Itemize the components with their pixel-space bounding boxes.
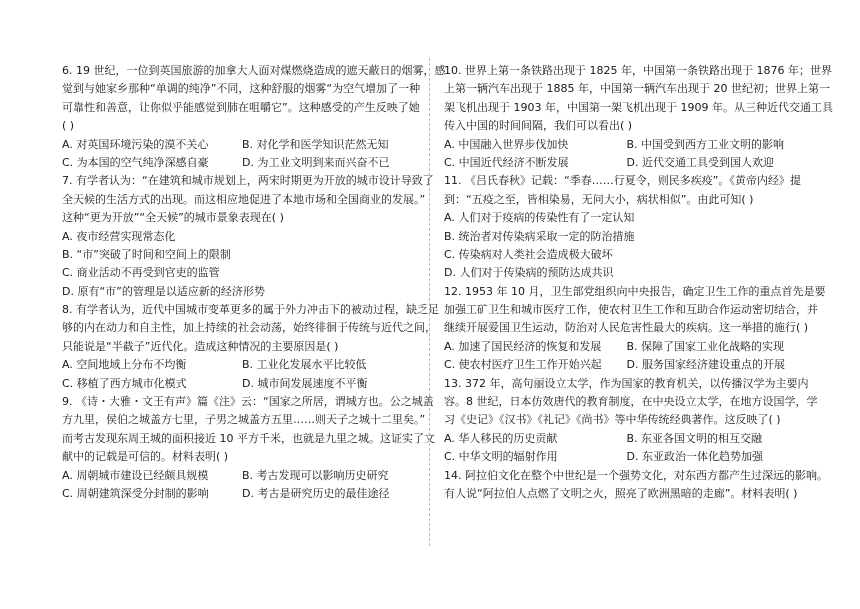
answer-option: A. 夜市经营实现常态化 [62,229,176,243]
question-stem-line: 8. 有学者认为，近代中国城市变革更多的属于外力冲击下的被动过程，缺乏足 [62,303,439,317]
answer-option: D. 原有“市”的管理是以适应新的经济形势 [62,284,265,298]
answer-option-row [444,136,809,154]
answer-option-row [444,228,809,246]
question-block [444,62,833,172]
column-divider [429,58,430,546]
question-stem-line: 12. 1953 年 10 月，卫生部党组织向中央报告，确定卫生工作的重点首先是要 [444,284,826,298]
answer-option: C. 使农村医疗卫生工作开始兴起 [444,358,602,372]
question-stem-line: 到：“五疫之至，皆相染易，无问大小，病状相似”。由此可知( ) [444,192,754,206]
answer-option: C. 移植了西方城市化模式 [62,376,187,390]
question-block [62,62,446,172]
question-stem-line: 6. 19 世纪，一位到英国旅游的加拿大人面对煤燃烧造成的遮天蔽日的烟雾，感 [62,64,446,77]
answer-option: B. 考古发现可以影响历史研究 [242,468,389,482]
answer-option-row [62,136,422,154]
answer-option: B. 保障了国家工业化战略的实现 [626,339,785,353]
answer-option: D. 考古是研究历史的最佳途径 [242,486,390,500]
question-block [62,172,434,301]
answer-option: D. 人们对于传染病的预防达成共识 [444,266,614,280]
answer-option: D. 东亚政治一体化趋势加强 [626,450,763,464]
answer-option-row [444,154,809,172]
answer-option: B. 对化学和医学知识茫然无知 [242,137,389,151]
question-stem-line: 继续开展爱国卫生运动，防治对人民危害性最大的疾病。这一举措的施行( ) [444,321,809,335]
question-stem-line: 全天候的生活方式的出现。而这相应地促进了本地市场和全国商业的发展。” [62,192,426,206]
answer-option-row [444,356,809,374]
answer-option: A. 华人移民的历史贡献 [444,431,558,445]
answer-option: C. 传染病对人类社会造成极大破坏 [444,247,613,261]
answer-option-row [444,209,809,227]
question-stem-line: 可靠性和善意，让你似乎能感觉到肺在咀嚼它”。这种感受的产生反映了她 [62,100,420,114]
question-stem-line: 传入中国的时间间隔，我们可以看出( ) [444,119,633,133]
answer-option: C. 中华文明的辐射作用 [444,450,558,464]
question-stem-line: 14. 阿拉伯文化在整个中世纪是一个强势文化，对东西方都产生过深远的影响。 [444,468,828,482]
question-stem-line: 容。8 世纪，日本仿效唐代的教育制度，在中央设立太学，在地方设国学，学 [444,395,818,409]
left-column [62,62,446,503]
answer-option: A. 人们对于疫病的传染性有了一定认知 [444,211,635,225]
question-stem-line: 7. 有学者认为：“在建筑和城市规划上，两宋时期更为开放的城市设计导致了 [62,174,434,188]
question-stem-line: 方九里，侯伯之城盖方七里，子男之城盖方五里……则天子之城十二里矣。” [62,413,426,427]
question-stem-line: 13. 372 年，高句丽设立太学，作为国家的教育机关，以传播汉学为主要内 [444,376,809,390]
right-column [444,62,833,503]
answer-option: B. 中国受到西方工业文明的影响 [626,137,785,151]
question-block [444,467,828,504]
question-block [444,283,826,375]
answer-option: B. “市”突破了时间和空间上的限制 [62,247,231,261]
question-stem-line: 觉到与她家乡那种“单调的纯净”不同，这种舒服的烟雾“为空气增加了一种 [62,82,421,96]
question-stem-line: 11. 《吕氏春秋》记载：“季春……行夏令，则民多疾疫”。《黄帝内经》提 [444,174,801,188]
answer-option: C. 商业活动不再受到官吏的监管 [62,266,220,280]
answer-option-row [62,246,422,264]
question-stem-line: 只能说是“半截子”近代化。造成这种情况的主要原因是( ) [62,339,339,353]
answer-option: B. 统治者对传染病采取一定的防治措施 [444,229,635,243]
question-block [444,375,818,467]
question-stem-line: 这种“更为开放”“全天候”的城市景象表现在( ) [62,211,284,225]
answer-option-row [62,228,422,246]
answer-option-row [62,485,422,503]
question-block [62,301,439,393]
question-stem-line: 够的内在动力和自主性，加上持续的社会动荡，始终徘徊于传统与近代之间， [62,321,436,335]
answer-option: A. 对英国环境污染的漠不关心 [62,137,209,151]
question-stem-line: 9. 《诗・大雅・文王有声》篇《注》云：“国家之所居，谓城方也。公之城盖 [62,395,434,409]
answer-option: B. 工业化发展水平比较低 [242,358,367,372]
answer-option: D. 城市间发展速度不平衡 [242,376,368,390]
answer-option-row [444,246,809,264]
answer-option-row [62,264,422,282]
answer-option-row [444,430,809,448]
answer-option-row [444,264,809,282]
question-stem-line: 有人说“阿拉伯人点燃了文明之火，照亮了欧洲黑暗的走廊”。材料表明( ) [444,486,798,500]
answer-option: D. 服务国家经济建设重点的开展 [626,358,785,372]
answer-option-row [444,448,809,466]
question-block [444,172,809,282]
question-stem-line: ( ) [62,119,75,133]
answer-option: B. 东亚各国文明的相互交融 [626,431,763,445]
question-block [62,393,435,503]
question-stem-line: 而考古发现东周王城的面积接近 10 平方千米，也就是九里之城。这证实了文 [62,431,435,445]
answer-option-row [62,467,422,485]
answer-option: A. 空间地域上分布不均衡 [62,358,187,372]
answer-option-row [444,338,809,356]
answer-option-row [62,283,422,301]
question-stem-line: 架飞机出现于 1903 年，中国第一架飞机出现于 1909 年。从三种近代交通工具 [444,100,833,114]
answer-option: A. 周朝城市建设已经颇具规模 [62,468,209,482]
question-stem-line: 习《史记》《汉书》《礼记》《尚书》等中华传统经典著作。这反映了( ) [444,413,781,427]
question-stem-line: 献中的记载是可信的。材料表明( ) [62,450,229,464]
answer-option: C. 中国近代经济不断发展 [444,155,569,169]
question-stem-line: 加强工矿卫生和城市医疗工作，使农村卫生工作和互助合作运动密切结合，并 [444,303,818,317]
answer-option: D. 为工业文明到来而兴奋不已 [242,155,390,169]
answer-option: C. 周朝建筑深受分封制的影响 [62,486,209,500]
answer-option: A. 中国融入世界步伐加快 [444,137,569,151]
answer-option-row [62,375,422,393]
answer-option-row [62,356,422,374]
question-stem-line: 10. 世界上第一条铁路出现于 1825 年，中国第一条铁路出现于 1876 年；世界 [444,64,832,77]
answer-option-row [62,154,422,172]
answer-option: A. 加速了国民经济的恢复和发展 [444,339,602,353]
answer-option: C. 为本国的空气纯净深感自豪 [62,155,209,169]
answer-option: D. 近代交通工具受到国人欢迎 [626,155,774,169]
question-stem-line: 上第一辆汽车出现于 1885 年，中国第一辆汽车出现于 20 世纪初；世界上第一 [444,82,830,96]
